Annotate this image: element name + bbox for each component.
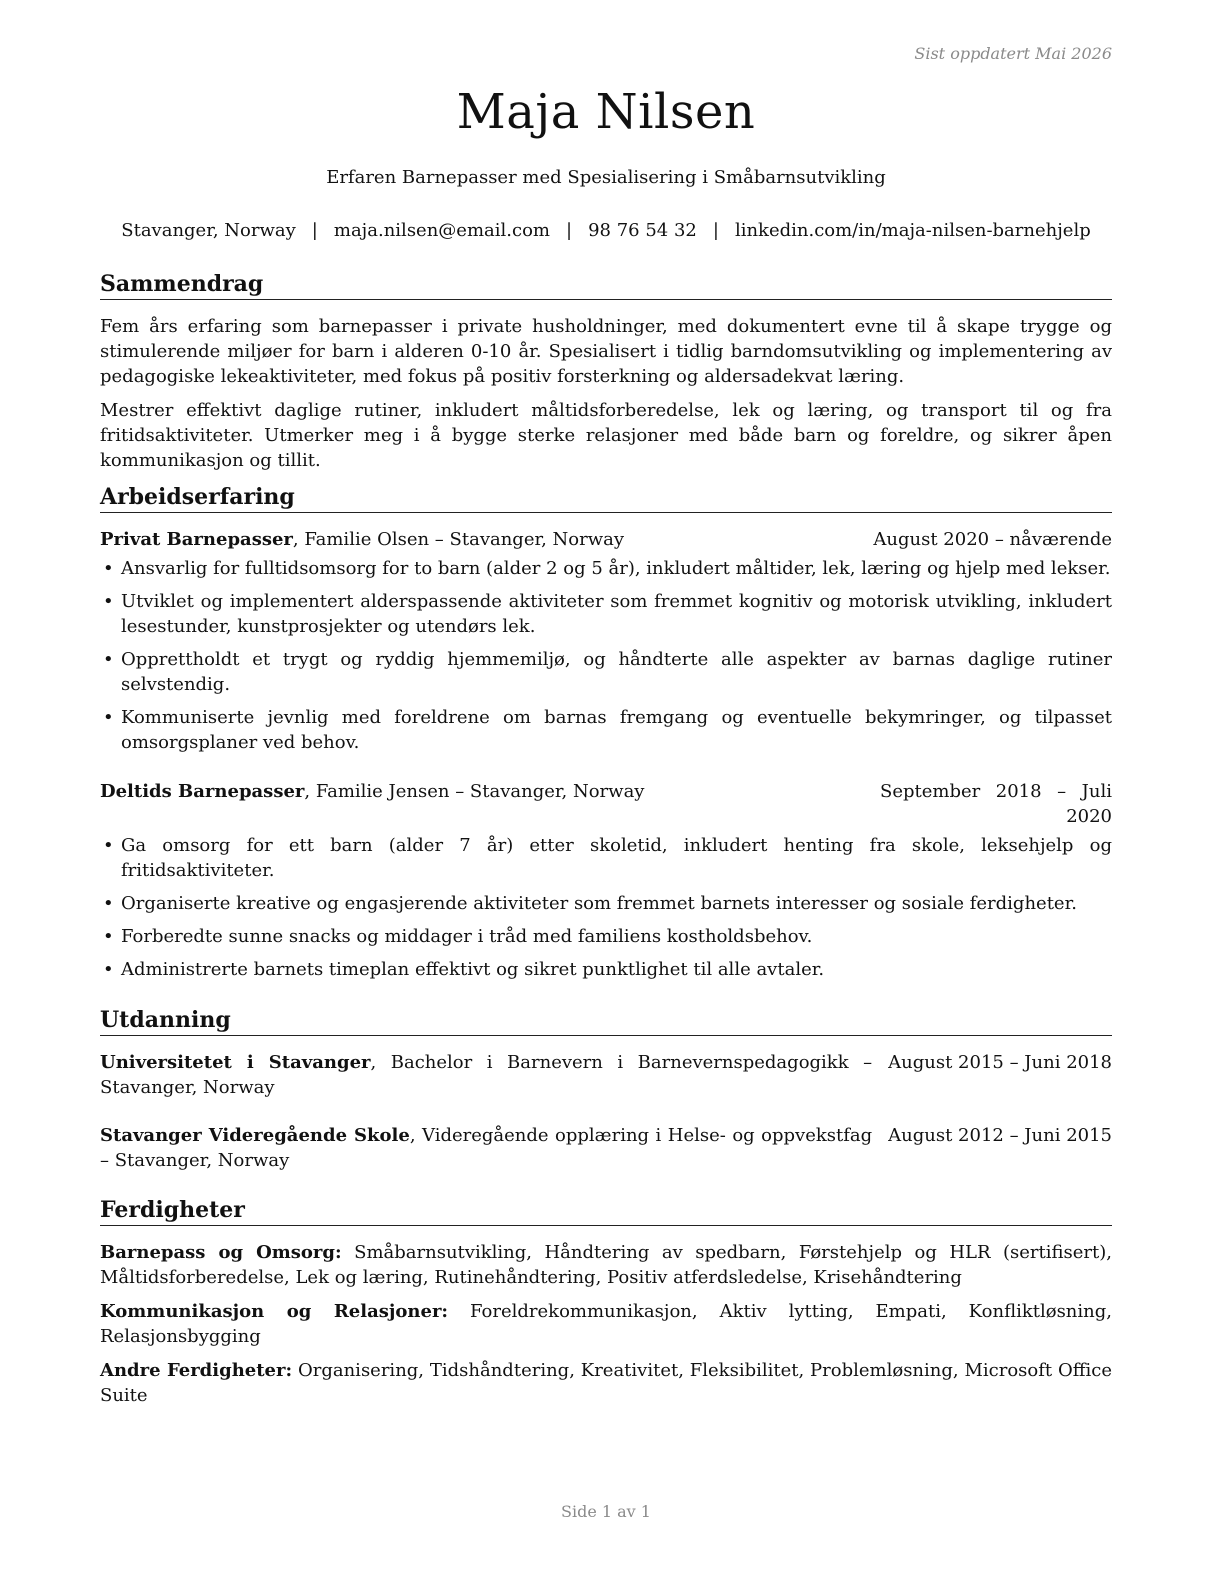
resume-page [100, 0, 1112, 1584]
skill-group [100, 1240, 1112, 1290]
list-item: • Opprettholdt et trygt og ryddig hjemmemiljø, og håndterte alle aspekter av barnas daglige rutiner selvstendig. [100, 647, 1112, 697]
list-item: • Organiserte kreative og engasjerende aktiviteter som fremmet barnets interesser og sosiale ferdigheter. [100, 891, 1112, 916]
list-item: • Utviklet og implementert alderspassende aktiviteter som fremmet kognitiv og motorisk utvikling, inkludert lesestunder, kunstprosjekter og utendørs lek. [100, 589, 1112, 639]
education-degree: , Bachelor i Barnevern i Barnevernspedagogikk – Stavanger, Norway [100, 1052, 873, 1098]
job-header [100, 779, 1112, 829]
job-role: Deltids Barnepasser [100, 781, 305, 802]
section-summary [100, 270, 1112, 473]
skill-label: Barnepass og Omsorg: [100, 1242, 342, 1263]
section-skills [100, 1196, 1112, 1408]
job-dates: August 2020 – nåværende [873, 529, 1112, 550]
summary-paragraph: Mestrer effektivt daglige rutiner, inkludert måltidsforberedelse, lek og læring, og transport til og fra fritidsaktiviteter. Utmerker meg i å bygge sterke relasjoner med både barn og foreldre, og sikrer åpen kommunikasjon og tillit. [100, 400, 1112, 471]
contact-linkedin[interactable]: linkedin.com/in/maja-nilsen-barnehjelp [734, 220, 1091, 241]
education-dates: August 2012 – Juni 2015 [888, 1125, 1112, 1146]
education-school: Universitetet i Stavanger [100, 1052, 371, 1073]
contact-location: Stavanger, Norway [121, 220, 296, 241]
list-item: • Kommuniserte jevnlig med foreldrene om barnas fremgang og eventuelle bekymringer, og tilpasset omsorgsplaner ved behov. [100, 705, 1112, 755]
education-dates: August 2015 – Juni 2018 [888, 1052, 1112, 1073]
job-bullets [100, 556, 1112, 755]
skill-group [100, 1299, 1112, 1349]
section-education [100, 1006, 1112, 1173]
section-title-experience: Arbeidserfaring [100, 483, 1112, 513]
list-item: • Ansvarlig for fulltidsomsorg for to barn (alder 2 og 5 år), inkludert måltider, lek, læring og hjelp med lekser. [100, 556, 1112, 581]
page-number: Side 1 av 1 [561, 1502, 651, 1521]
summary-paragraph: Fem års erfaring som barnepasser i private husholdninger, med dokumentert evne til å skape trygge og stimulerende miljøer for barn i alderen 0-10 år. Spesialisert i tidlig barndomsutvikling og implementering av pedagogiske lekeaktiviteter, med fokus på positiv forsterkning og aldersadekvat læring. [100, 316, 1112, 387]
job-bullets [100, 833, 1112, 982]
job-employer: , Familie Olsen – Stavanger, Norway [292, 529, 625, 550]
contact-separator: | [565, 220, 573, 241]
section-title-education: Utdanning [100, 1006, 1112, 1036]
contact-email[interactable]: maja.nilsen@email.com [333, 220, 550, 241]
section-title-skills: Ferdigheter [100, 1196, 1112, 1226]
contact-separator: | [311, 220, 318, 241]
education-degree: , Videregående opplæring i Helse- og oppvekstfag – Stavanger, Norway [100, 1125, 873, 1171]
skill-values: Småbarnsutvikling, Håndtering av spedbarn, Førstehjelp og HLR (sertifisert), Måltidsforberedelse, Lek og læring, Rutinehåndtering, Positiv atferdsledelse, Krisehåndtering [100, 1242, 1112, 1288]
candidate-name: Maja Nilsen [456, 84, 756, 140]
list-item: • Administrerte barnets timeplan effektivt og sikret punktlighet til alle avtaler. [100, 957, 1112, 982]
skill-values: Organisering, Tidshåndtering, Kreativitet, Fleksibilitet, Problemløsning, Microsoft Office Suite [100, 1360, 1113, 1406]
contact-phone: 98 76 54 32 [588, 220, 697, 241]
skill-label: Kommunikasjon og Relasjoner: [100, 1301, 449, 1322]
job-entry [100, 779, 1112, 982]
job-entry [100, 527, 1112, 755]
candidate-headline: Erfaren Barnepasser med Spesialisering i Småbarnsutvikling [326, 167, 886, 188]
job-header [100, 527, 1112, 552]
job-dates: September 2018 – Juli 2020 [880, 781, 1112, 827]
education-entry [100, 1123, 1112, 1173]
skill-group [100, 1358, 1112, 1408]
section-experience [100, 483, 1112, 982]
section-title-summary: Sammendrag [100, 270, 1112, 300]
last-updated: Sist oppdatert Mai 2026 [914, 44, 1112, 63]
contact-separator: | [712, 220, 719, 241]
contact-line [100, 220, 1112, 241]
job-role: Privat Barnepasser [100, 529, 293, 550]
list-item: • Ga omsorg for ett barn (alder 7 år) etter skoletid, inkludert henting fra skole, leksehjelp og fritidsaktiviteter. [100, 833, 1112, 883]
resume-content [100, 270, 1112, 1418]
job-employer: , Familie Jensen – Stavanger, Norway [304, 781, 645, 802]
list-item: • Forberedte sunne snacks og middager i tråd med familiens kostholdsbehov. [100, 924, 1112, 949]
skill-values: Foreldrekommunikasjon, Aktiv lytting, Empati, Konfliktløsning, Relasjonsbygging [100, 1301, 1112, 1347]
education-school: Stavanger Videregående Skole [100, 1125, 410, 1146]
education-entry [100, 1050, 1112, 1100]
skill-label: Andre Ferdigheter: [100, 1360, 293, 1381]
